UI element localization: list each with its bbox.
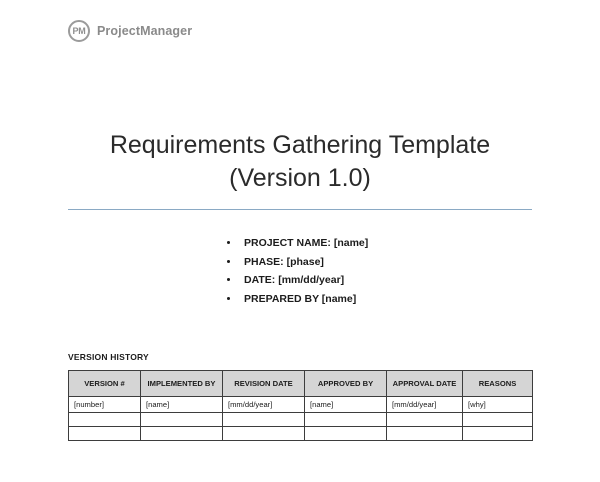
- brand-name: ProjectManager: [97, 24, 193, 38]
- list-item: • DATE: [mm/dd/year]: [240, 275, 368, 286]
- list-item: • PREPARED BY [name]: [240, 294, 368, 305]
- title-line-2: (Version 1.0): [229, 163, 371, 192]
- table-cell: [305, 413, 387, 427]
- list-item: • PHASE: [phase]: [240, 257, 368, 268]
- brand-logo: [68, 20, 192, 42]
- table-cell: [463, 427, 533, 441]
- table-row: [69, 397, 533, 413]
- projectmanager-logo-icon: [68, 20, 90, 42]
- column-header-approval-date: APPROVAL DATE: [387, 371, 463, 397]
- column-header-version: VERSION #: [69, 371, 141, 397]
- table-cell: [387, 427, 463, 441]
- table-header-row: [69, 371, 533, 397]
- column-header-reasons: REASONS: [463, 371, 533, 397]
- version-history-table: [68, 370, 533, 441]
- table-cell: [387, 413, 463, 427]
- table-cell: [141, 427, 223, 441]
- table-cell: [141, 413, 223, 427]
- table-row: [69, 427, 533, 441]
- table-cell: [69, 413, 141, 427]
- table-cell: [number]: [69, 397, 141, 413]
- table-cell: [name]: [305, 397, 387, 413]
- table-cell: [why]: [463, 397, 533, 413]
- page-title: [0, 129, 600, 195]
- column-header-implemented-by: IMPLEMENTED BY: [141, 371, 223, 397]
- table-row: [69, 413, 533, 427]
- table-cell: [463, 413, 533, 427]
- table-cell: [mm/dd/year]: [223, 397, 305, 413]
- table-cell: [223, 427, 305, 441]
- title-line-1: Requirements Gathering Template: [109, 130, 491, 159]
- table-cell: [69, 427, 141, 441]
- project-info-list: [222, 238, 368, 312]
- table-cell: [223, 413, 305, 427]
- table-cell: [name]: [141, 397, 223, 413]
- list-item: • PROJECT NAME: [name]: [240, 238, 368, 249]
- table-cell: [mm/dd/year]: [387, 397, 463, 413]
- title-divider: [68, 209, 532, 210]
- version-history-heading: VERSION HISTORY: [68, 352, 149, 362]
- table-cell: [305, 427, 387, 441]
- column-header-approved-by: APPROVED BY: [305, 371, 387, 397]
- logo-initials: PM: [72, 25, 86, 36]
- column-header-revision-date: REVISION DATE: [223, 371, 305, 397]
